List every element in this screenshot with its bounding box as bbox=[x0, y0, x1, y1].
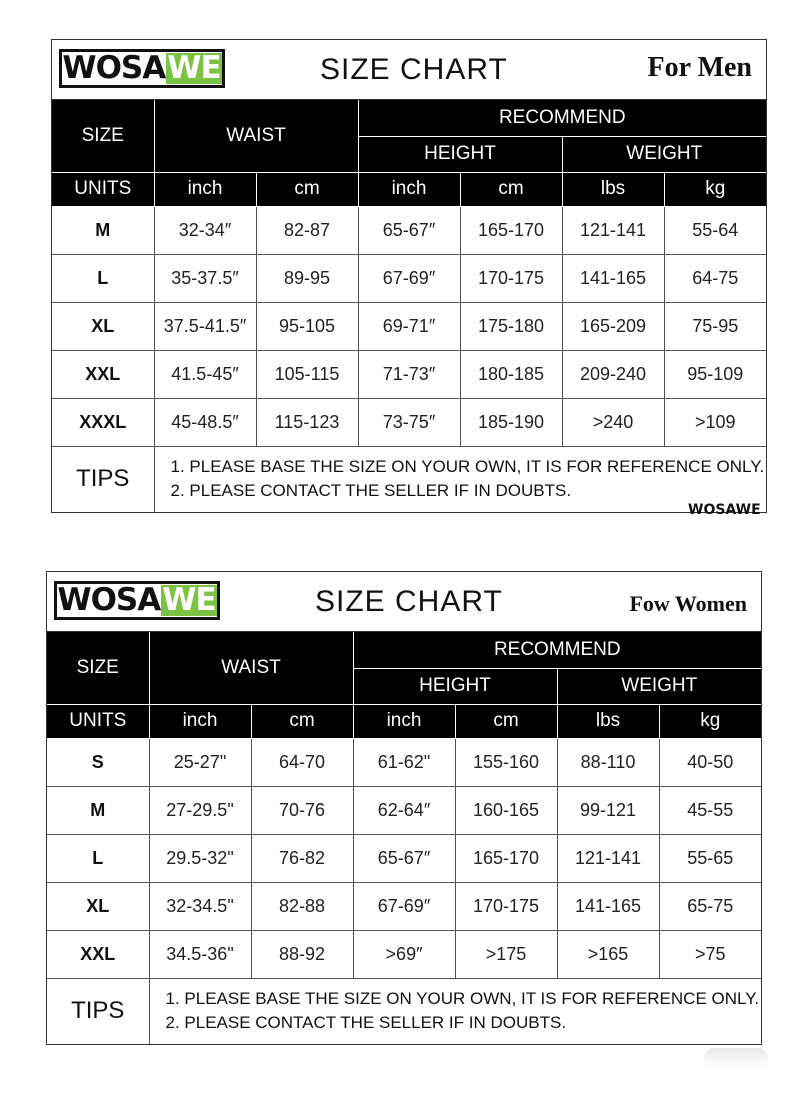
height-cm: 165-170 bbox=[455, 834, 557, 882]
height-inch: 67-69″ bbox=[353, 882, 455, 930]
waist-inch: 29.5-32" bbox=[149, 834, 251, 882]
waist-cm: 70-76 bbox=[251, 786, 353, 834]
waist-inch: 32-34.5" bbox=[149, 882, 251, 930]
weight-kg: 40-50 bbox=[659, 738, 761, 786]
header-weight: WEIGHT bbox=[562, 136, 766, 172]
height-cm: >175 bbox=[455, 930, 557, 978]
waist-inch: 32-34″ bbox=[154, 206, 256, 254]
weight-kg: 65-75 bbox=[659, 882, 761, 930]
tips-text bbox=[154, 446, 766, 512]
tip-line-1: 1. PLEASE BASE THE SIZE ON YOUR OWN, IT IS FOR REFERENCE ONLY. bbox=[165, 989, 760, 1009]
weight-lbs: >165 bbox=[557, 930, 659, 978]
waist-cm: 95-105 bbox=[256, 302, 358, 350]
tips-row bbox=[52, 446, 766, 512]
header-units: UNITS bbox=[47, 704, 149, 738]
weight-lbs: 99-121 bbox=[557, 786, 659, 834]
height-cm: 175-180 bbox=[460, 302, 562, 350]
unit-height-inch: inch bbox=[353, 704, 455, 738]
table-row bbox=[47, 930, 761, 978]
tips-label: TIPS bbox=[52, 446, 154, 512]
size-label: M bbox=[47, 786, 149, 834]
header-size: SIZE bbox=[47, 632, 149, 704]
weight-kg: >75 bbox=[659, 930, 761, 978]
table-row bbox=[52, 398, 766, 446]
height-inch: 65-67″ bbox=[353, 834, 455, 882]
waist-cm: 105-115 bbox=[256, 350, 358, 398]
tip-line-1: 1. PLEASE BASE THE SIZE ON YOUR OWN, IT IS FOR REFERENCE ONLY. bbox=[170, 457, 765, 477]
height-cm: 170-175 bbox=[460, 254, 562, 302]
waist-inch: 45-48.5″ bbox=[154, 398, 256, 446]
weight-lbs: 165-209 bbox=[562, 302, 664, 350]
unit-weight-lbs: lbs bbox=[557, 704, 659, 738]
table-row bbox=[47, 834, 761, 882]
size-label: S bbox=[47, 738, 149, 786]
waist-cm: 64-70 bbox=[251, 738, 353, 786]
waist-cm: 88-92 bbox=[251, 930, 353, 978]
brand-watermark: WOSAWE bbox=[688, 502, 761, 518]
table-row bbox=[47, 882, 761, 930]
waist-cm: 115-123 bbox=[256, 398, 358, 446]
tips-row bbox=[47, 978, 761, 1044]
size-label: XXXL bbox=[52, 398, 154, 446]
height-inch: 65-67″ bbox=[358, 206, 460, 254]
header-size: SIZE bbox=[52, 100, 154, 172]
height-cm: 180-185 bbox=[460, 350, 562, 398]
header-weight: WEIGHT bbox=[557, 668, 761, 704]
size-table bbox=[52, 100, 766, 512]
weight-kg: 75-95 bbox=[664, 302, 766, 350]
tips-label: TIPS bbox=[47, 978, 149, 1044]
table-row bbox=[47, 786, 761, 834]
header-height: HEIGHT bbox=[353, 668, 557, 704]
waist-inch: 27-29.5" bbox=[149, 786, 251, 834]
header-waist: WAIST bbox=[154, 100, 358, 172]
size-label: XXL bbox=[47, 930, 149, 978]
weight-kg: 55-65 bbox=[659, 834, 761, 882]
unit-waist-cm: cm bbox=[256, 172, 358, 206]
chart-header bbox=[52, 40, 766, 100]
weight-lbs: 141-165 bbox=[557, 882, 659, 930]
brand-logo: WOSA WE bbox=[54, 581, 220, 620]
size-label: L bbox=[47, 834, 149, 882]
waist-inch: 25-27" bbox=[149, 738, 251, 786]
brand-logo: WOSA WE bbox=[59, 49, 225, 88]
weight-lbs: 121-141 bbox=[562, 206, 664, 254]
weight-lbs: >240 bbox=[562, 398, 664, 446]
weight-lbs: 121-141 bbox=[557, 834, 659, 882]
weight-kg: 95-109 bbox=[664, 350, 766, 398]
size-label: XL bbox=[47, 882, 149, 930]
size-table bbox=[47, 632, 761, 1044]
size-label: M bbox=[52, 206, 154, 254]
unit-weight-kg: kg bbox=[664, 172, 766, 206]
table-row bbox=[52, 206, 766, 254]
tip-line-2: 2. PLEASE CONTACT THE SELLER IF IN DOUBTS. bbox=[165, 1013, 567, 1033]
table-row bbox=[52, 254, 766, 302]
height-inch: >69″ bbox=[353, 930, 455, 978]
unit-waist-inch: inch bbox=[149, 704, 251, 738]
height-inch: 69-71″ bbox=[358, 302, 460, 350]
unit-weight-lbs: lbs bbox=[562, 172, 664, 206]
tips-text bbox=[149, 978, 761, 1044]
weight-lbs: 141-165 bbox=[562, 254, 664, 302]
waist-inch: 35-37.5″ bbox=[154, 254, 256, 302]
size-label: XL bbox=[52, 302, 154, 350]
chart-subtitle: For Men bbox=[647, 52, 752, 83]
waist-inch: 41.5-45″ bbox=[154, 350, 256, 398]
unit-height-cm: cm bbox=[460, 172, 562, 206]
height-inch: 62-64″ bbox=[353, 786, 455, 834]
table-row bbox=[52, 350, 766, 398]
weight-lbs: 209-240 bbox=[562, 350, 664, 398]
table-row bbox=[52, 302, 766, 350]
weight-kg: 64-75 bbox=[664, 254, 766, 302]
header-recommend: RECOMMEND bbox=[358, 100, 766, 136]
header-waist: WAIST bbox=[149, 632, 353, 704]
height-cm: 155-160 bbox=[455, 738, 557, 786]
header-height: HEIGHT bbox=[358, 136, 562, 172]
size-chart-men bbox=[51, 39, 767, 513]
height-inch: 73-75″ bbox=[358, 398, 460, 446]
chart-subtitle: Fow Women bbox=[629, 591, 747, 616]
unit-height-inch: inch bbox=[358, 172, 460, 206]
waist-cm: 82-88 bbox=[251, 882, 353, 930]
weight-kg: 45-55 bbox=[659, 786, 761, 834]
size-label: XXL bbox=[52, 350, 154, 398]
height-inch: 61-62" bbox=[353, 738, 455, 786]
unit-height-cm: cm bbox=[455, 704, 557, 738]
table-row bbox=[47, 738, 761, 786]
weight-lbs: 88-110 bbox=[557, 738, 659, 786]
chart-header bbox=[47, 572, 761, 632]
unit-waist-cm: cm bbox=[251, 704, 353, 738]
height-cm: 160-165 bbox=[455, 786, 557, 834]
chart-title: SIZE CHART bbox=[320, 53, 508, 86]
chart-title: SIZE CHART bbox=[315, 585, 503, 618]
weight-kg: 55-64 bbox=[664, 206, 766, 254]
header-units: UNITS bbox=[52, 172, 154, 206]
size-chart-women bbox=[46, 571, 762, 1045]
height-cm: 185-190 bbox=[460, 398, 562, 446]
tip-line-2: 2. PLEASE CONTACT THE SELLER IF IN DOUBTS. bbox=[170, 481, 572, 501]
waist-inch: 37.5-41.5″ bbox=[154, 302, 256, 350]
decorative-shadow bbox=[704, 1048, 768, 1068]
header-recommend: RECOMMEND bbox=[353, 632, 761, 668]
height-cm: 170-175 bbox=[455, 882, 557, 930]
height-inch: 67-69″ bbox=[358, 254, 460, 302]
weight-kg: >109 bbox=[664, 398, 766, 446]
unit-weight-kg: kg bbox=[659, 704, 761, 738]
unit-waist-inch: inch bbox=[154, 172, 256, 206]
waist-inch: 34.5-36" bbox=[149, 930, 251, 978]
size-label: L bbox=[52, 254, 154, 302]
height-cm: 165-170 bbox=[460, 206, 562, 254]
height-inch: 71-73″ bbox=[358, 350, 460, 398]
waist-cm: 76-82 bbox=[251, 834, 353, 882]
waist-cm: 89-95 bbox=[256, 254, 358, 302]
waist-cm: 82-87 bbox=[256, 206, 358, 254]
